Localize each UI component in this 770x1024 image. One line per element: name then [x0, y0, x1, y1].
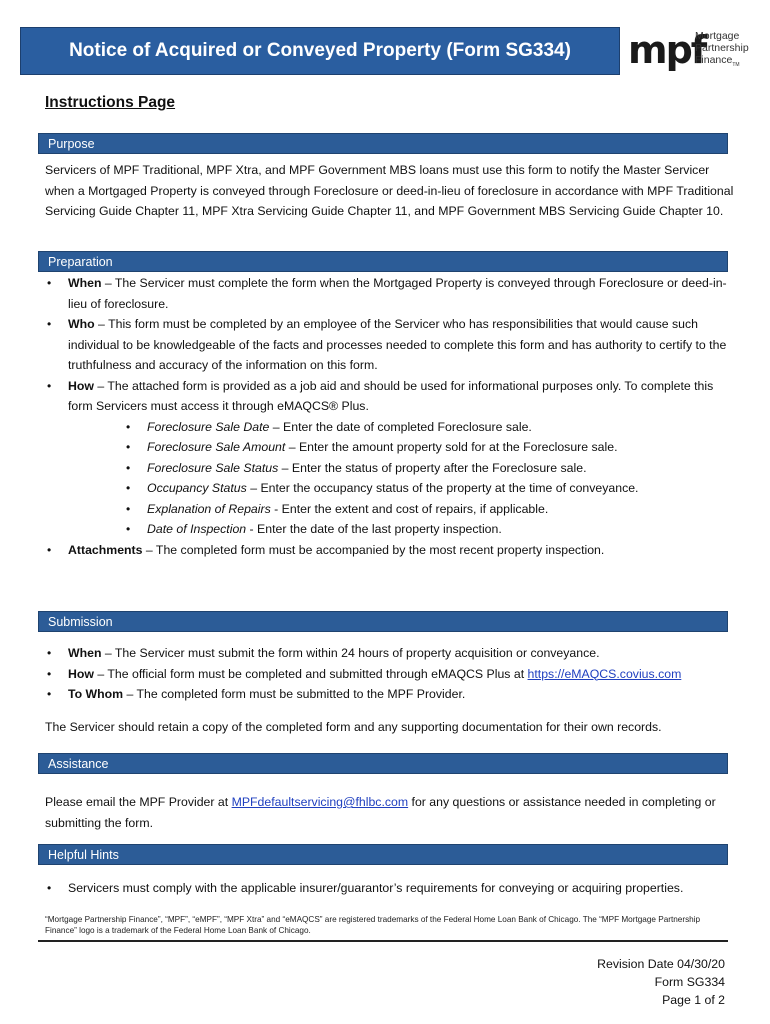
page-heading: Instructions Page [45, 94, 176, 111]
field-name: Foreclosure Sale Date [147, 419, 270, 434]
logo-line-2: Partnership [695, 42, 749, 54]
field-descriptions [124, 417, 735, 540]
term: When [68, 646, 102, 660]
support-email-link[interactable]: MPFdefaultservicing@fhlbc.com [231, 795, 409, 809]
logo-tm: TM [732, 62, 740, 69]
trademark-footnote: “Mortgage Partnership Finance”, “MPF”, “eMPF”, “MPF Xtra” and “eMAQCS” are registered trademarks of the Federal Home Loan Bank of Chicago. The “MPF Mortgage Partnership Finance” logo is a trademark of the Federal Home Loan Bank of Chicago. [45, 915, 701, 935]
list-item [45, 376, 735, 540]
section-header-helpful-hints [38, 844, 728, 865]
emaqcs-link[interactable]: https://eMAQCS.covius.com [527, 666, 682, 681]
section-header-submission [38, 611, 728, 632]
item-text: – The completed form must be submitted to the MPF Provider. [123, 687, 466, 701]
field-item: • Foreclosure Sale Date – Enter the date of completed Foreclosure sale. [124, 417, 735, 438]
section-header-assistance [38, 753, 728, 774]
field-name: Occupancy Status [147, 481, 247, 495]
page-number: Page 1 of 2 [662, 993, 725, 1007]
section-header-preparation [38, 251, 728, 272]
item-text: – The official form must be completed and submitted through eMAQCS Plus at [93, 666, 528, 681]
term: How [68, 666, 94, 681]
logo-line-3: Finance$_{TM}$ [695, 54, 740, 69]
purpose-text: Servicers of MPF Traditional, MPF Xtra, and MPF Government MBS loans must use this form to notify the Master Servicer when a Mortgaged Property is conveyed through Foreclosure or deed-in-lieu of foreclosure in accordance with MPF Traditional Servicing Guide Chapter 11, MPF Xtra Servicing Guide Chapter 11, and MPF Government MBS Servicing Guide Chapter 10. [45, 163, 734, 218]
logo-line-1: Mortgage [695, 30, 740, 42]
section-label: Preparation [48, 255, 113, 269]
form-title: Notice of Acquired or Conveyed Property (Form SG334) [69, 40, 571, 61]
logo-words [695, 30, 749, 71]
preparation-section [45, 273, 735, 560]
list-item [45, 684, 735, 705]
term: How [68, 378, 94, 393]
page-footer [597, 955, 725, 1009]
section-label: Assistance [48, 757, 109, 771]
form-title-bar [20, 27, 620, 75]
field-name: Foreclosure Sale Amount [147, 440, 286, 454]
assistance-section [45, 792, 735, 833]
submission-section [45, 643, 735, 737]
field-item: • Date of Inspection - Enter the date of the last property inspection. [124, 519, 735, 540]
item-text: – This form must be completed by an employee of the Servicer who has responsibilities that would cause such individual to be knowledgeable of the facts and processes needed to complete this form and has authority to certify to the truthfulness and accuracy of the information on this form. [68, 317, 727, 372]
mpf-logo [628, 28, 753, 76]
section-label: Helpful Hints [48, 848, 119, 862]
assistance-text: Please email the MPF Provider at MPFdefaultservicing@fhlbc.com for any questions or assistance needed in completing or submitting the form. [45, 795, 716, 830]
hints-section [45, 878, 735, 899]
submission-list [45, 643, 735, 705]
item-text: – The Servicer must submit the form within 24 hours of property acquisition or conveyance. [101, 646, 600, 660]
field-name: Date of Inspection [147, 522, 247, 536]
list-item [45, 643, 735, 664]
footer-divider [38, 940, 728, 942]
field-item: • Foreclosure Sale Status – Enter the status of property after the Foreclosure sale. [124, 458, 735, 479]
field-item: • Foreclosure Sale Amount – Enter the amount property sold for at the Foreclosure sale. [124, 437, 735, 458]
term: When [68, 276, 102, 290]
list-item [45, 273, 735, 314]
preparation-list [45, 273, 735, 560]
item-text: – The attached form is provided as a job aid and should be used for informational purposes only. To complete this form Servicers must access it through eMAQCS® Plus. [68, 378, 714, 413]
section-label: Purpose [48, 137, 95, 151]
retain-note: The Servicer should retain a copy of the completed form and any supporting documentation for their own records. [45, 719, 662, 734]
section-label: Submission [48, 615, 113, 629]
list-item [45, 664, 735, 685]
revision-date: Revision Date 04/30/20 [597, 957, 725, 971]
list-item [45, 540, 735, 561]
list-item [45, 314, 735, 376]
term: Attachments [68, 542, 143, 557]
logo-mark: mpf [628, 28, 706, 72]
item-text: – The Servicer must complete the form when the Mortgaged Property is conveyed through Foreclosure or deed-in-lieu of foreclosure. [68, 276, 727, 311]
list-item: • Servicers must comply with the applicable insurer/guarantor’s requirements for conveying or acquiring properties. [45, 878, 735, 899]
section-header-purpose [38, 133, 728, 154]
field-name: Explanation of Repairs [147, 501, 271, 516]
item-text: – The completed form must be accompanied by the most recent property inspection. [142, 542, 605, 557]
field-item: • Explanation of Repairs - Enter the extent and cost of repairs, if applicable. [124, 499, 735, 520]
field-name: Foreclosure Sale Status [147, 460, 279, 475]
field-item: • Occupancy Status – Enter the occupancy status of the property at the time of conveyance. [124, 478, 735, 499]
term: To Whom [68, 687, 124, 701]
term: Who [68, 317, 95, 331]
purpose-section [45, 160, 735, 222]
hints-list [45, 878, 735, 899]
form-number: Form SG334 [654, 975, 725, 989]
